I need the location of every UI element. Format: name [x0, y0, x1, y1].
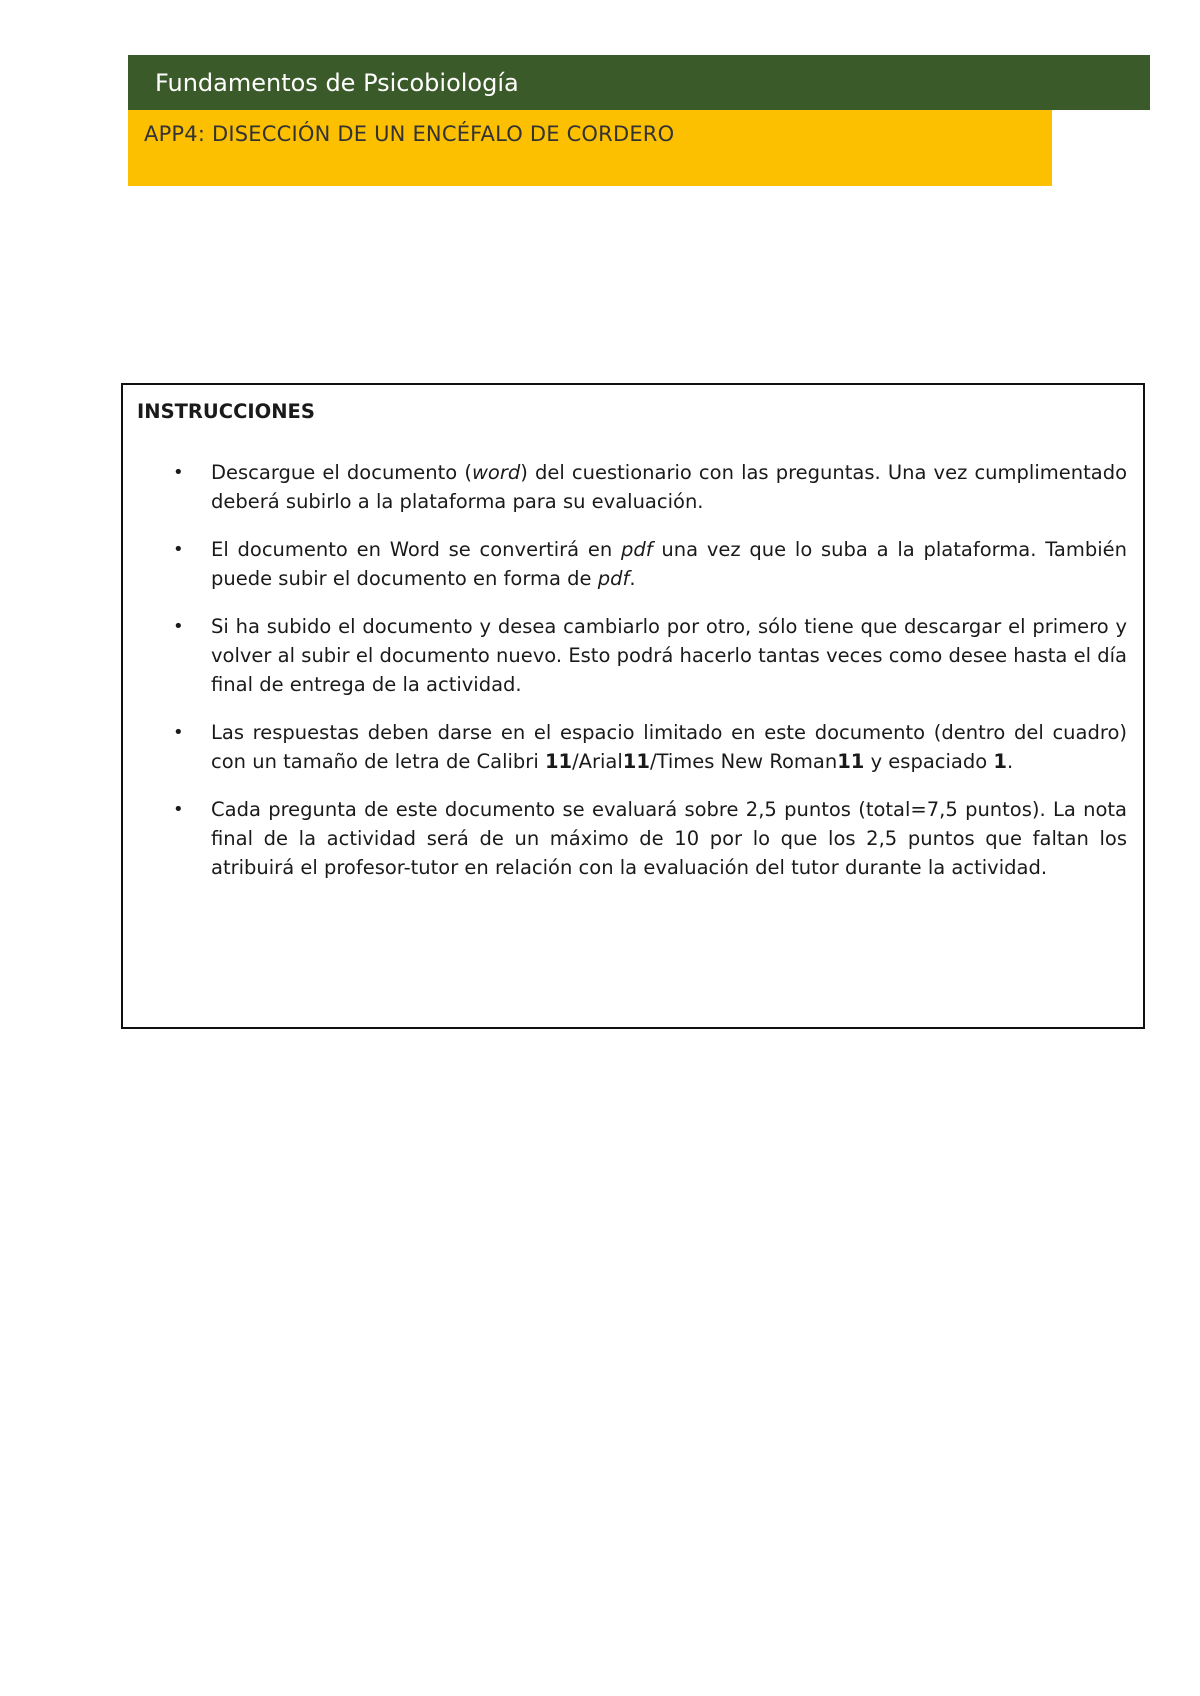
instruction-bold: 11	[837, 750, 865, 773]
bullet-icon: •	[173, 799, 184, 820]
instruction-text: y espaciado	[864, 750, 994, 773]
instruction-text: El documento en Word se convertirá en	[211, 538, 622, 561]
bullet-icon: •	[173, 539, 184, 560]
instruction-text: .	[629, 567, 636, 590]
course-title-banner	[128, 55, 1150, 110]
instruction-text: Descargue el documento (	[211, 461, 472, 484]
instruction-text: ) del cuestionario con las preguntas. Una vez cumplimentado deberá subirlo a la plataforma para su evaluación.	[211, 461, 1127, 513]
bullet-icon: •	[173, 462, 184, 483]
instruction-bold: 11	[622, 750, 650, 773]
instruction-text: Si ha subido el documento y desea cambiarlo por otro, sólo tiene que descargar el primero y volver al subir el documento nuevo. Esto podrá hacerlo tantas veces como desee hasta el día final de entrega de la actividad.	[211, 615, 1127, 696]
instruction-text: una vez que lo suba a la plataforma. También puede subir el documento en forma de	[211, 538, 1127, 590]
instruction-item	[137, 795, 1127, 882]
instruction-item	[137, 718, 1127, 776]
instructions-list	[137, 458, 1127, 882]
instruction-text: .	[1006, 750, 1014, 773]
instruction-bold: 11	[544, 750, 573, 773]
instruction-emphasis: pdf	[621, 538, 653, 561]
instruction-emphasis: pdf	[597, 567, 630, 590]
activity-title-banner	[128, 110, 1052, 186]
instruction-text: /Arial	[572, 750, 623, 773]
instructions-box	[121, 383, 1145, 1029]
instruction-text: Cada pregunta de este documento se evaluará sobre 2,5 puntos (total=7,5 puntos). La nota final de la actividad será de un máximo de 10 por lo que los 2,5 puntos que faltan los atribuirá el profesor-tutor en relación con la evaluación del tutor durante la actividad.	[211, 798, 1127, 879]
instruction-emphasis: word	[471, 461, 521, 484]
instruction-text: Las respuestas deben darse en el espacio limitado en este documento (dentro del cuadro) con un tamaño de letra de Calibri	[211, 721, 1127, 773]
activity-title: APP4: DISECCIÓN DE UN ENCÉFALO DE CORDERO	[144, 122, 675, 146]
instruction-item	[137, 612, 1127, 699]
bullet-icon: •	[173, 616, 184, 637]
instruction-text: /Times New Roman	[649, 750, 838, 773]
bullet-icon: •	[173, 722, 184, 743]
course-title: Fundamentos de Psicobiología	[155, 68, 519, 97]
instructions-title: INSTRUCCIONES	[137, 400, 315, 423]
instruction-item	[137, 458, 1127, 516]
instruction-bold: 1	[993, 750, 1007, 773]
instruction-item	[137, 535, 1127, 593]
